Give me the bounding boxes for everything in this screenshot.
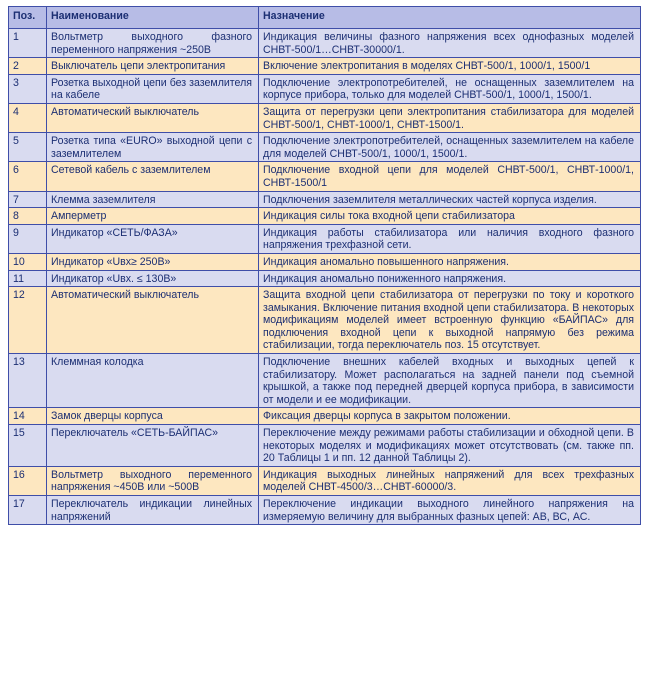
table-row <box>9 466 641 495</box>
row-name: Клемма заземлителя <box>47 191 259 208</box>
table-row <box>9 191 641 208</box>
row-name: Вольтметр выходного переменного напряжения ~450В или ~500В <box>47 466 259 495</box>
row-purpose: Индикация аномально повышенного напряжения. <box>259 253 641 270</box>
row-purpose: Подключение электропотребителей, оснащенных заземлителем на кабеле для моделей СНВТ-500/1, 1000/1, 1500/1. <box>259 133 641 162</box>
table-row <box>9 29 641 58</box>
row-purpose: Индикация величины фазного напряжения всех однофазных моделей СНВТ-500/1…СНВТ-30000/1. <box>259 29 641 58</box>
table-row <box>9 224 641 253</box>
row-num: 13 <box>9 354 47 408</box>
row-name: Индикатор «СЕТЬ/ФАЗА» <box>47 224 259 253</box>
row-num: 15 <box>9 425 47 467</box>
row-name: Розетка типа «EURO» выходной цепи с заземлителем <box>47 133 259 162</box>
row-purpose: Подключение электропотребителей, не оснащенных заземлителем на корпусе прибора, только для моделей СНВТ-500/1, 1000/1, 1500/1. <box>259 74 641 103</box>
row-name: Амперметр <box>47 208 259 225</box>
row-name: Замок дверцы корпуса <box>47 408 259 425</box>
row-purpose: Индикация работы стабилизатора или наличия входного фазного напряжения трехфазной сети. <box>259 224 641 253</box>
row-num: 8 <box>9 208 47 225</box>
row-name: Сетевой кабель с заземлителем <box>47 162 259 191</box>
table-row <box>9 408 641 425</box>
row-num: 2 <box>9 58 47 75</box>
header-row <box>9 7 641 29</box>
row-purpose: Защита входной цепи стабилизатора от перегрузки по току и короткого замыкания. Включение питания входной цепи стабилизатора. В некоторых модификациям моделей имеет встроенную функцию «БАЙПАС» для подключения входной цепи к выходной напрямую без режима стабилизации, тогда переключатель поз. 15 отсутствует. <box>259 287 641 354</box>
row-name: Переключатель «СЕТЬ-БАЙПАС» <box>47 425 259 467</box>
table-row <box>9 74 641 103</box>
row-num: 5 <box>9 133 47 162</box>
row-num: 17 <box>9 496 47 525</box>
row-num: 3 <box>9 74 47 103</box>
row-purpose: Подключение входной цепи для моделей СНВТ-500/1, СНВТ-1000/1, СНВТ-1500/1 <box>259 162 641 191</box>
row-num: 1 <box>9 29 47 58</box>
row-purpose: Подключения заземлителя металлических частей корпуса изделия. <box>259 191 641 208</box>
row-purpose: Защита от перегрузки цепи электропитания стабилизатора для моделей СНВТ-500/1, СНВТ-1000/1, СНВТ-1500/1. <box>259 103 641 132</box>
row-purpose: Подключение внешних кабелей входных и выходных цепей к стабилизатору. Может располагаться на задней панели под съемной крышкой, а также под передней дверцей корпуса прибора, в зависимости от модели и ее модификации. <box>259 354 641 408</box>
row-purpose: Переключение между режимами работы стабилизации и обходной цепи. В некоторых моделях и модификациях может отсутствовать (см. также пп. 20 Таблицы 1 и пп. 12 данной Таблицы 2). <box>259 425 641 467</box>
table-row <box>9 354 641 408</box>
table-row <box>9 162 641 191</box>
row-num: 9 <box>9 224 47 253</box>
components-table <box>8 6 641 525</box>
row-num: 10 <box>9 253 47 270</box>
header-num: Поз. <box>9 7 47 29</box>
row-num: 12 <box>9 287 47 354</box>
row-num: 6 <box>9 162 47 191</box>
row-num: 7 <box>9 191 47 208</box>
row-name: Выключатель цепи электропитания <box>47 58 259 75</box>
document <box>8 6 640 525</box>
row-purpose: Включение электропитания в моделях СНВТ-500/1, 1000/1, 1500/1 <box>259 58 641 75</box>
row-num: 14 <box>9 408 47 425</box>
table-row <box>9 133 641 162</box>
table-row <box>9 253 641 270</box>
table-row <box>9 496 641 525</box>
row-name: Индикатор «Uвх≥ 250В» <box>47 253 259 270</box>
header-name: Наименование <box>47 7 259 29</box>
row-purpose: Индикация силы тока входной цепи стабилизатора <box>259 208 641 225</box>
row-name: Автоматический выключатель <box>47 287 259 354</box>
row-purpose: Переключение индикации выходного линейного напряжения на измеряемую величину для выбранных фазных цепей: АВ, ВС, АС. <box>259 496 641 525</box>
table-row <box>9 287 641 354</box>
table-header <box>9 7 641 29</box>
row-name: Индикатор «Uвх. ≤ 130В» <box>47 270 259 287</box>
row-name: Автоматический выключатель <box>47 103 259 132</box>
header-purpose: Назначение <box>259 7 641 29</box>
row-name: Клеммная колодка <box>47 354 259 408</box>
row-purpose: Фиксация дверцы корпуса в закрытом положении. <box>259 408 641 425</box>
row-num: 16 <box>9 466 47 495</box>
table-row <box>9 58 641 75</box>
row-num: 4 <box>9 103 47 132</box>
table-row <box>9 425 641 467</box>
row-num: 11 <box>9 270 47 287</box>
table-body <box>9 29 641 525</box>
row-name: Вольтметр выходного фазного переменного напряжения ~250В <box>47 29 259 58</box>
row-name: Розетка выходной цепи без заземлителя на кабеле <box>47 74 259 103</box>
table-row <box>9 270 641 287</box>
row-purpose: Индикация аномально пониженного напряжения. <box>259 270 641 287</box>
table-row <box>9 103 641 132</box>
row-name: Переключатель индикации линейных напряжений <box>47 496 259 525</box>
table-row <box>9 208 641 225</box>
row-purpose: Индикация выходных линейных напряжений для всех трехфазных моделей СНВТ-4500/3…СНВТ-60000/3. <box>259 466 641 495</box>
